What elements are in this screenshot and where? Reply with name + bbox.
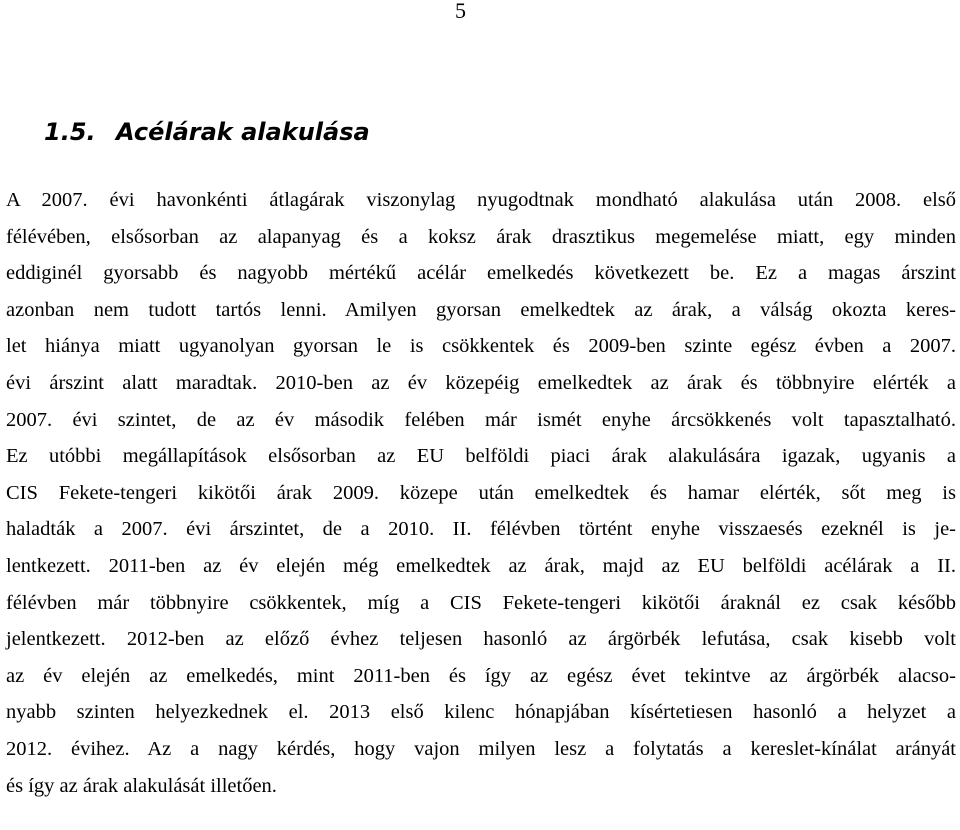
paragraph-line-11: lentkezett. 2011-ben az év elején még emelkedtek az árak, majd az EU belföldi acélárak a II. [6, 554, 956, 577]
body-paragraph [6, 182, 956, 804]
paragraph-line-9: CIS Fekete-tengeri kikötői árak 2009. közepe után emelkedtek és hamar elérték, sőt meg is [6, 481, 956, 504]
paragraph-line-7: 2007. évi szintet, de az év második felében már ismét enyhe árcsökkenés volt tapasztalható. [6, 408, 956, 431]
paragraph-line-1: A 2007. évi havonkénti átlagárak viszonylag nyugodtnak mondható alakulása után 2008. első [6, 189, 956, 211]
paragraph-line-8: Ez utóbbi megállapítások elsősorban az EU belföldi piaci árak alakulására igazak, ugyanis a [6, 445, 956, 468]
paragraph-line-5: let hiánya miatt ugyanolyan gyorsan le is csökkentek és 2009-ben szinte egész évben a 2007. [6, 335, 956, 358]
paragraph-line-6: évi árszint alatt maradtak. 2010-ben az év közepéig emelkedtek az árak és többnyire elérték a [6, 371, 956, 394]
paragraph-line-13: jelentkezett. 2012-ben az előző évhez teljesen hasonló az árgörbék lefutása, csak kisebb volt [6, 628, 956, 651]
page-number: 5 [455, 0, 466, 23]
paragraph-line-16: 2012. évihez. Az a nagy kérdés, hogy vajon milyen lesz a folytatás a kereslet-kínálat arányát [6, 737, 956, 760]
paragraph-line-3: eddiginél gyorsabb és nagyobb mértékű acélár emelkedés következett be. Ez a magas árszint [6, 262, 956, 285]
section-heading [44, 118, 370, 146]
paragraph-line-17: és így az árak alakulását illetően. [6, 774, 277, 797]
section-number: 1.5. [44, 118, 96, 146]
paragraph-line-12: félévben már többnyire csökkentek, míg a CIS Fekete-tengeri kikötői áraknál ez csak később [6, 591, 956, 614]
paragraph-line-10: haladták a 2007. évi árszintet, de a 2010. II. félévben történt enyhe visszaesés ezeknél is je- [6, 518, 956, 541]
section-title: Acélárak alakulása [116, 118, 370, 146]
paragraph-line-2: félévében, elsősorban az alapanyag és a koksz árak drasztikus megemelése miatt, egy minden [6, 225, 956, 248]
paragraph-line-14: az év elején az emelkedés, mint 2011-ben és így az egész évet tekintve az árgörbék alacso- [6, 664, 956, 687]
paragraph-line-4: azonban nem tudott tartós lenni. Amilyen gyorsan emelkedtek az árak, a válság okozta keres- [6, 298, 956, 321]
paragraph-line-15: nyabb szinten helyezkednek el. 2013 első kilenc hónapjában kísértetiesen hasonló a helyzet a [6, 701, 956, 724]
